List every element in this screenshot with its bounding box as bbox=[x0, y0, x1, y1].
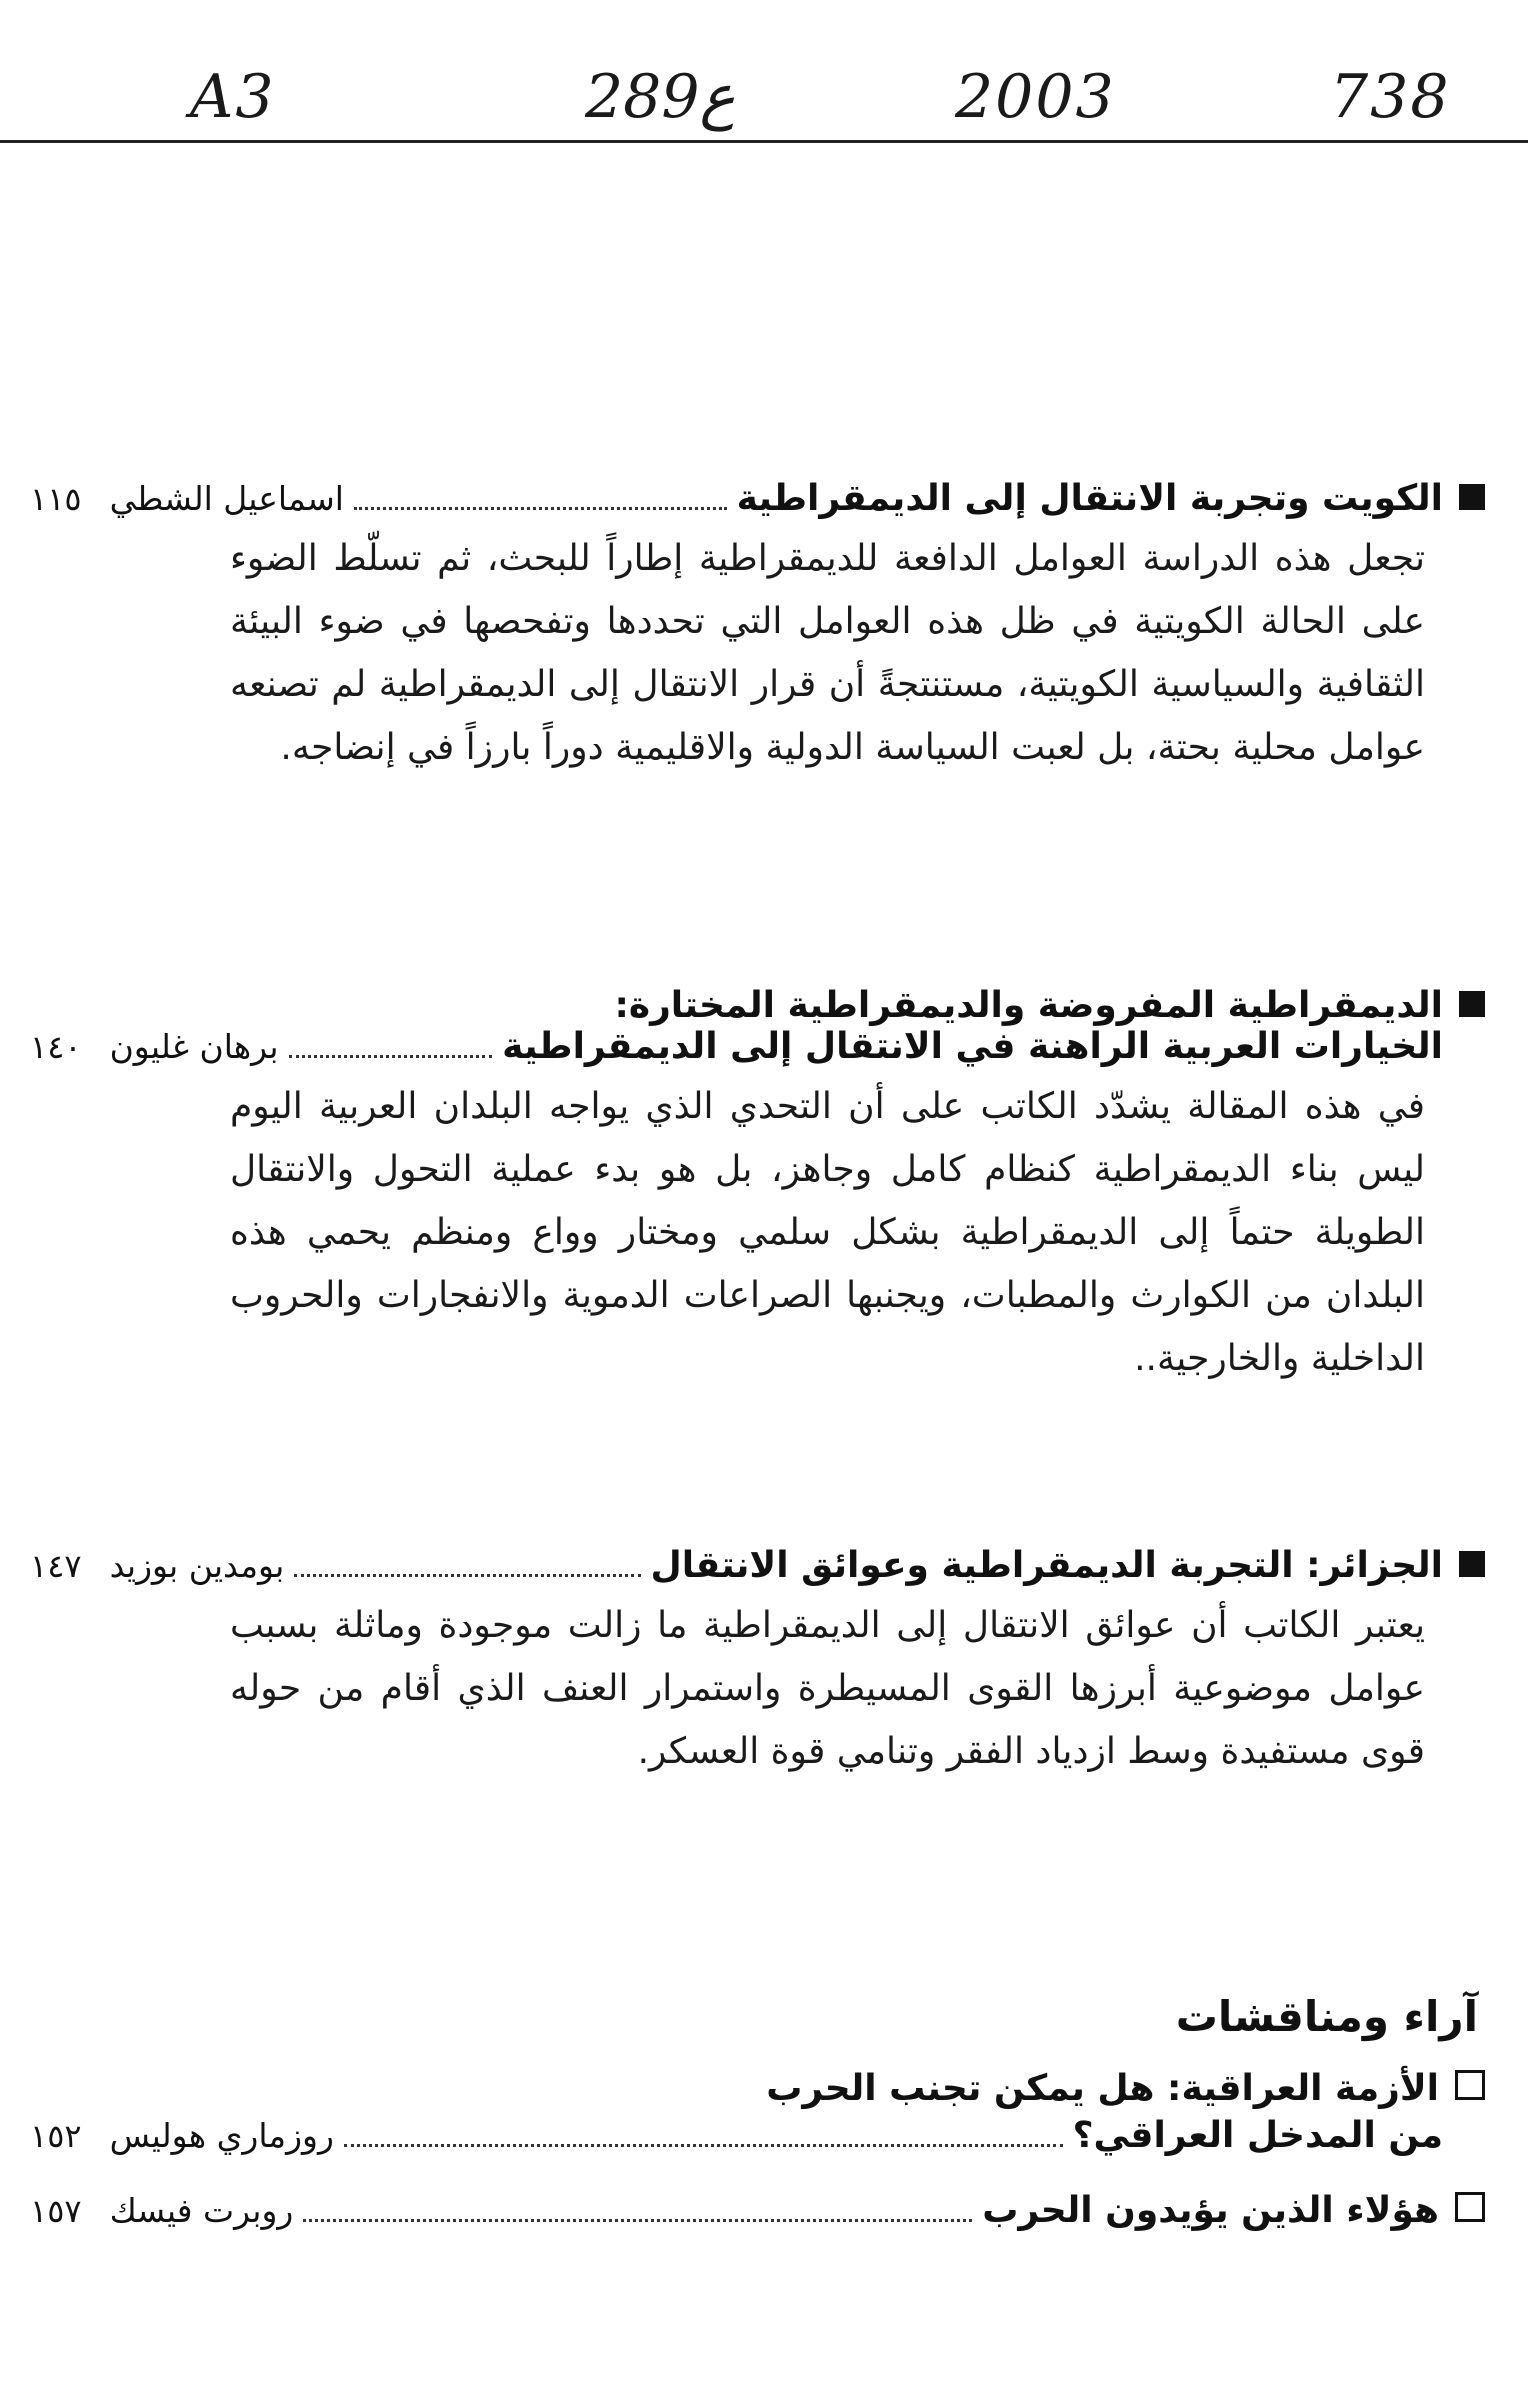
opinion-title: من المدخل العراقي؟ bbox=[1072, 2115, 1443, 2156]
toc-entry-heading bbox=[30, 478, 1485, 519]
toc-entry-2 bbox=[30, 985, 1485, 1390]
handwritten-note-2: 289ع bbox=[585, 62, 736, 132]
entry-abstract: في هذه المقالة يشدّد الكاتب على أن التحدي الذي يواجه البلدان العربية اليوم ليس بناء الديمقراطية كنظام كامل وجاهز، بل هو بدء عملية التحول والانتقال الطويلة حتماً إلى الديمقراطية بشكل سلمي ومختار وواع ومنظم يحمي هذه البلدان من الكوارث والمطبات، ويجنبها الصراعات الدموية والانفجارات والحروب الداخلية والخارجية.. bbox=[230, 1086, 1425, 1379]
opinion-item-heading bbox=[30, 2190, 1485, 2231]
entry-title: الخيارات العربية الراهنة في الانتقال إلى الديمقراطية bbox=[502, 1026, 1443, 1067]
entry-page-number: ١٤٧ bbox=[30, 1547, 82, 1585]
entry-abstract: يعتبر الكاتب أن عوائق الانتقال إلى الديمقراطية ما زالت موجودة وماثلة بسبب عوامل موضوعية أبرزها القوى المسيطرة واستمرار العنف الذي أقام من حوله قوى مستفيدة وسط ازدياد الفقر وتنامي قوة العسكر. bbox=[230, 1605, 1425, 1772]
opinion-title: هؤلاء الذين يؤيدون الحرب bbox=[982, 2190, 1439, 2231]
entry-title: الكويت وتجربة الانتقال إلى الديمقراطية bbox=[736, 478, 1443, 519]
leader-dots bbox=[303, 2219, 972, 2222]
opinion-author: روبرت فيسك bbox=[109, 2191, 294, 2230]
entry-title-line1: الديمقراطية المفروضة والديمقراطية المختارة: bbox=[614, 985, 1443, 1026]
toc-entry-3 bbox=[30, 1545, 1485, 1783]
opinion-title-line1: الأزمة العراقية: هل يمكن تجنب الحرب bbox=[766, 2068, 1439, 2109]
header-rule bbox=[0, 140, 1528, 143]
toc-entry-heading-line1 bbox=[30, 985, 1485, 1026]
entry-author: برهان غليون bbox=[109, 1027, 279, 1066]
entry-page-number: ١٤٠ bbox=[30, 1028, 82, 1066]
toc-entry-heading bbox=[30, 1026, 1485, 1067]
entry-abstract: تجعل هذه الدراسة العوامل الدافعة للديمقراطية إطاراً للبحث، ثم تسلّط الضوء على الحالة الكويتية في ظل هذه العوامل التي تحددها وتفحصها في ضوء البيئة الثقافية والسياسية الكويتية، مستنتجةً أن قرار الانتقال إلى الديمقراطية لم تصنعه عوامل محلية بحتة، بل لعبت السياسة الدولية والاقليمية دوراً بارزاً في إنضاجه. bbox=[230, 538, 1425, 768]
opinion-item-1 bbox=[30, 2068, 1485, 2156]
section-heading: آراء ومناقشات bbox=[1175, 1992, 1478, 2041]
hollow-square-bullet-icon bbox=[1455, 2192, 1485, 2222]
opinion-author: روزماري هوليس bbox=[109, 2116, 334, 2155]
hollow-square-bullet-icon bbox=[1455, 2070, 1485, 2100]
opinion-item-2 bbox=[30, 2190, 1485, 2231]
entry-page-number: ١١٥ bbox=[30, 480, 82, 518]
toc-entry-heading bbox=[30, 1545, 1485, 1586]
handwritten-note-1: A3 bbox=[190, 62, 276, 132]
opinion-page-number: ١٥٧ bbox=[30, 2192, 82, 2230]
leader-dots bbox=[344, 2144, 1063, 2147]
handwritten-note-4: 738 bbox=[1330, 62, 1451, 132]
opinion-item-heading bbox=[30, 2115, 1485, 2156]
entry-author: بومدين بوزيد bbox=[109, 1546, 285, 1585]
square-bullet-icon bbox=[1459, 484, 1485, 510]
entry-title: الجزائر: التجربة الديمقراطية وعوائق الانتقال bbox=[650, 1545, 1443, 1586]
leader-dots bbox=[294, 1574, 640, 1577]
handwritten-note-3: 2003 bbox=[955, 62, 1116, 132]
leader-dots bbox=[289, 1055, 493, 1058]
leader-dots bbox=[354, 507, 727, 510]
square-bullet-icon bbox=[1459, 1551, 1485, 1577]
opinion-item-heading-line1 bbox=[30, 2068, 1485, 2109]
square-bullet-icon bbox=[1459, 991, 1485, 1017]
entry-author: اسماعيل الشطي bbox=[109, 479, 344, 518]
toc-entry-1 bbox=[30, 478, 1485, 779]
opinion-page-number: ١٥٢ bbox=[30, 2117, 82, 2155]
